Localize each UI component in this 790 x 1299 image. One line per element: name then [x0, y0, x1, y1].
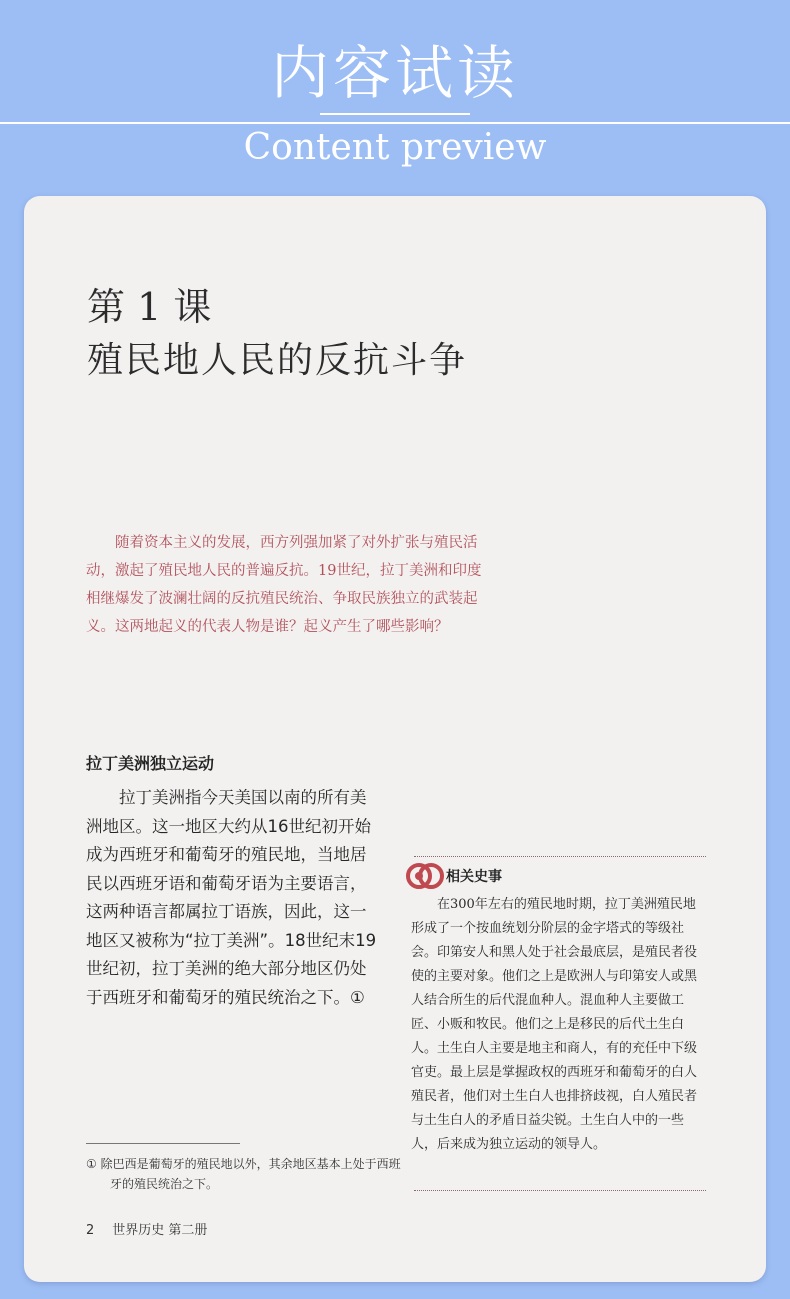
- lesson-title: 殖民地人民的反抗斗争: [87, 340, 468, 381]
- header-title: 内容试读: [270, 39, 519, 107]
- sidebar-text: 在300年左右的殖民地时期，拉丁美洲殖民地形成了一个按血统划分阶层的金字塔式的等级社会。印第安人和黑人处于社会最底层，是殖民者役使的主要对象。他们之上是欧洲人与印第安人或黑人结合所生的后代混血种人。混血种人主要做工匠、小贩和牧民。他们之上是移民的后代土生白人。土生白人主要是地主和商人，有的充任中下级官吏。最上层是掌握政权的西班牙和葡萄牙的白人殖民者，他们对土生白人也排挤歧视，白人殖民者与土生白人的矛盾日益尖锐。土生白人中的一些人，后来成为独立运动的领导人。: [411, 897, 698, 1152]
- book-title: 世界历史 第二册: [112, 1223, 208, 1238]
- related-history-icon: [406, 858, 444, 894]
- lesson-intro: 随着资本主义的发展，西方列强加紧了对外扩张与殖民活动，激起了殖民地人民的普遍反抗。19世纪，拉丁美洲和印度相继爆发了波澜壮阔的反抗殖民统治、争取民族独立的武装起义。这两地起义的代表人物是谁？起义产生了哪些影响？: [86, 535, 482, 635]
- header-title-underline: [320, 113, 470, 115]
- page-number: 2: [86, 1223, 95, 1238]
- header-divider: [0, 122, 790, 124]
- preview-page-card: [24, 196, 766, 1282]
- section-heading: 拉丁美洲独立运动: [86, 754, 215, 773]
- body-paragraph: 拉丁美洲指今天美国以南的所有美洲地区。这一地区大约从16世纪初开始成为西班牙和葡萄牙的殖民地，当地居民以西班牙语和葡萄牙语为主要语言，这两种语言都属拉丁语族，因此，这一地区又被称为“拉丁美洲”。18世纪末19世纪初，拉丁美洲的绝大部分地区仍处于西班牙和葡萄牙的殖民统治之下。①: [86, 788, 377, 1007]
- sidebar-label: 相关史事: [446, 869, 502, 885]
- page-footer: [86, 1219, 207, 1238]
- lesson-number: 第 1 课: [87, 285, 212, 329]
- footnote: ① 除巴西是葡萄牙的殖民地以外，其余地区基本上处于西班牙的殖民统治之下。: [86, 1157, 401, 1191]
- sidebar-bottom-border: [414, 1190, 706, 1191]
- sidebar-top-border: [414, 856, 706, 857]
- footnote-divider: [86, 1143, 240, 1144]
- header-subtitle: Content preview: [243, 127, 547, 168]
